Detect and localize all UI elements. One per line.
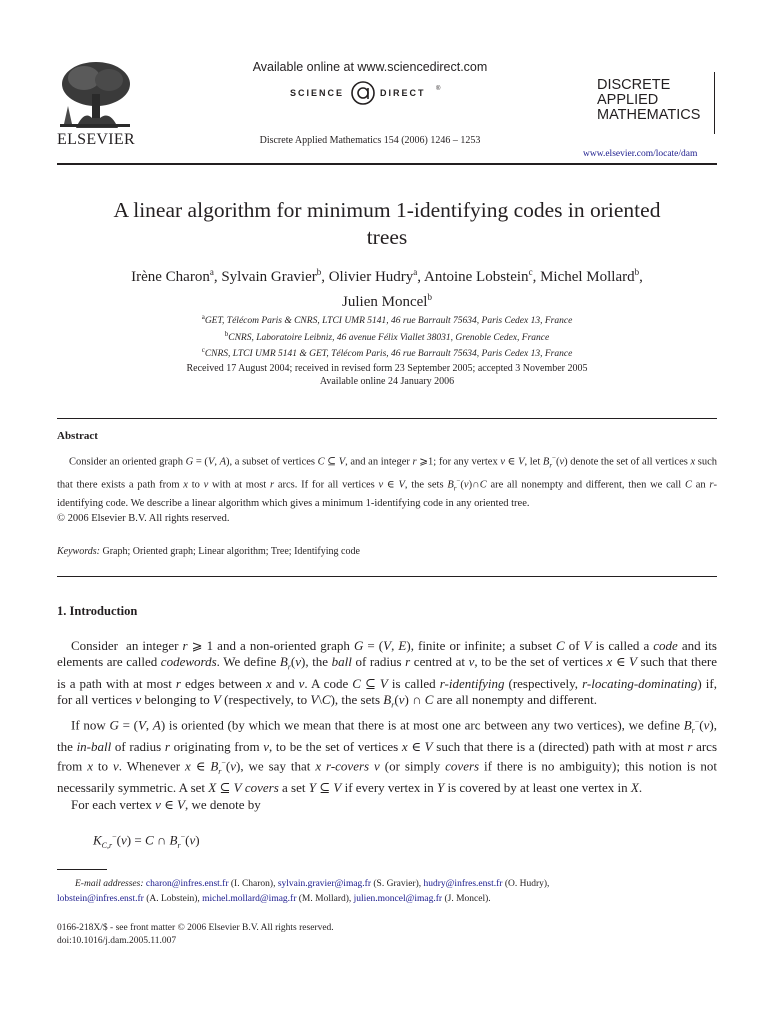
affiliation-text: GET, Télécom Paris & CNRS, LTCI UMR 5141, 46 rue Barrault 75634, Paris Cedex 13, France bbox=[204, 316, 573, 327]
abstract-bottom-rule bbox=[57, 576, 717, 577]
author-line-1: Irène Charon$^a$, Sylvain Gravier$^b$, Olivier Hudry$^a$, Antoine Lobstein$^c$, Michel Mollard$^b$, bbox=[131, 267, 643, 285]
author-name: Julien Moncel bbox=[342, 294, 428, 310]
email-link[interactable]: julien.moncel@imag.fr bbox=[353, 893, 443, 904]
author-name: Michel Mollard bbox=[540, 269, 635, 285]
affiliation bbox=[57, 311, 717, 328]
sd-at-icon bbox=[350, 78, 376, 108]
author-aff: c bbox=[528, 267, 533, 277]
abstract-body: Consider an oriented graph G = (V, A), a subset of vertices C ⊆ V, and an integer r ⩾1; for any vertex v ∈ V, let $B_r^-(v)$ denote the set of all vertices x such that there exists a path from x to v with at most r arcs. If for all vertices v ∈ V, the sets $B_r^-(v)\cap C$ are all nonempty and different, then we call C an r-identifying code. We describe a linear algorithm which gives a minimum 1-identifying code in any oriented tree. © 2006 Elsevier B.V. All rights reserved. bbox=[57, 454, 718, 525]
email-label: E-mail addresses: bbox=[75, 879, 144, 889]
keywords bbox=[57, 546, 360, 557]
title-line-2: trees bbox=[366, 225, 408, 249]
affiliation bbox=[57, 344, 717, 361]
journal-reference: Discrete Applied Mathematics 154 (2006) 1246 – 1253 bbox=[259, 135, 481, 146]
title-line-1: A linear algorithm for minimum 1-identifying codes in oriented bbox=[113, 198, 661, 222]
author-list bbox=[57, 262, 717, 312]
journal-name-rule bbox=[714, 72, 715, 134]
email-link[interactable]: michel.mollard@imag.fr bbox=[202, 893, 297, 904]
front-matter bbox=[57, 922, 334, 948]
online-date: Available online 24 January 2006 bbox=[319, 376, 455, 387]
footnote-rule bbox=[57, 869, 107, 870]
received-dates: Received 17 August 2004; received in revised form 23 September 2005; accepted 3 November 2005 bbox=[186, 363, 588, 374]
affiliation bbox=[57, 328, 717, 345]
sd-left: SCIENCE bbox=[290, 88, 345, 98]
abstract-top-rule bbox=[57, 418, 717, 419]
affiliation-mark: c bbox=[201, 346, 205, 355]
abstract-heading: Abstract bbox=[57, 430, 98, 442]
affiliation-text: CNRS, Laboratoire Leibniz, 46 avenue Félix Viallet 38031, Grenoble Cedex, France bbox=[228, 332, 550, 343]
email-link[interactable]: lobstein@infres.enst.fr bbox=[57, 893, 144, 904]
email-link[interactable]: sylvain.gravier@imag.fr bbox=[277, 879, 372, 889]
affiliation-text: CNRS, LTCI UMR 5141 & GET, Télécom Paris, 46 rue Barrault 75634, Paris Cedex 13, France bbox=[204, 349, 573, 360]
email-footnote bbox=[57, 877, 717, 906]
paper-title bbox=[57, 197, 717, 251]
header-rule bbox=[57, 163, 717, 165]
email-owner: (M. Mollard), bbox=[298, 893, 352, 904]
author-aff: a bbox=[209, 267, 214, 277]
sd-mark: ® bbox=[436, 86, 441, 92]
sd-right: DIRECT bbox=[380, 88, 426, 98]
email-owner: (J. Moncel). bbox=[444, 893, 491, 904]
intro-body: Consider an integer r ⩾ 1 and a non-oriented graph G = (V, E), finite or infinite; a subset C of V is called a code and its elements are called codewords. We define $B_r(v)$, the ball of radius r centred at v, to be the set of vertices x ∈ V such that there is a path with at most r edges between x and v. A code C ⊆ V is called r-identifying (respectively, r-locating-dominating) if, for all vertices v belonging to V (respectively, to V\C), the sets $B_r(v)$ ∩ C are all nonempty and different. If now G = (V, A) is oriented (by which we mean that there is at most one arc between any two vertices), we define $B_r^-(v)$, the in-ball of radius r originating from v, to be the set of vertices x ∈ V such that there is a (directed) path with at most r arcs from x to v. Whenever x ∈ $B_r^-(v)$, we say that x r-covers v (or simply covers if there is no ambiguity); this notion is not necessarily symmetric. A set X ⊆ V covers a set Y ⊆ V if every vertex in Y is covered by at least one vertex in X. For each vertex v ∈ V, we denote by bbox=[57, 638, 718, 812]
author-aff: b bbox=[427, 292, 432, 302]
journal-name bbox=[597, 78, 700, 123]
journal-name-line-3: MATHEMATICS bbox=[597, 107, 701, 123]
affiliation-mark: a bbox=[201, 313, 205, 321]
copyright-line: © 2006 Elsevier B.V. All rights reserved. bbox=[57, 513, 230, 525]
author-name: Antoine Lobstein bbox=[423, 269, 529, 285]
section-heading: 1. Introduction bbox=[57, 604, 138, 618]
sciencedirect-logo bbox=[290, 80, 450, 110]
affiliation-mark: b bbox=[224, 329, 229, 338]
author-name: Sylvain Gravier bbox=[221, 269, 317, 285]
journal-url-link[interactable]: www.elsevier.com/locate/dam bbox=[583, 149, 698, 159]
email-owner: (I. Charon), bbox=[230, 879, 276, 889]
email-link[interactable]: charon@infres.enst.fr bbox=[145, 879, 229, 889]
author-aff: b bbox=[316, 267, 322, 277]
elsevier-logo bbox=[54, 58, 134, 148]
affiliations bbox=[57, 311, 717, 361]
author-line-2 bbox=[57, 287, 717, 312]
article-history bbox=[57, 362, 717, 388]
email-owner: (S. Gravier), bbox=[373, 879, 422, 889]
publisher-name: ELSEVIER bbox=[57, 131, 135, 148]
email-owner: (A. Lobstein), bbox=[146, 893, 200, 904]
journal-name-line-2: APPLIED bbox=[597, 92, 659, 108]
author-name: Olivier Hudry bbox=[328, 269, 414, 285]
author-name: Irène Charon bbox=[131, 269, 210, 285]
email-link[interactable]: hudry@infres.enst.fr bbox=[423, 879, 503, 889]
author-aff: a bbox=[413, 267, 418, 277]
journal-name-line-1: DISCRETE bbox=[597, 77, 671, 93]
keywords-text: Graph; Oriented graph; Linear algorithm; Tree; Identifying code bbox=[102, 546, 360, 557]
equation: $K_{C,r}^-(v) = C$ ∩ $B_r^-(v)$ bbox=[93, 832, 200, 850]
available-online: Available online at www.sciencedirect.com bbox=[252, 60, 488, 74]
keywords-label: Keywords: bbox=[57, 546, 100, 557]
author-aff: b bbox=[634, 267, 640, 277]
email-owner: (O. Hudry), bbox=[504, 879, 550, 889]
doi-line: doi:10.1016/j.dam.2005.11.007 bbox=[57, 936, 177, 946]
issn-line: 0166-218X/$ - see front matter © 2006 Elsevier B.V. All rights reserved. bbox=[57, 923, 334, 933]
elsevier-tree-icon bbox=[54, 58, 134, 132]
